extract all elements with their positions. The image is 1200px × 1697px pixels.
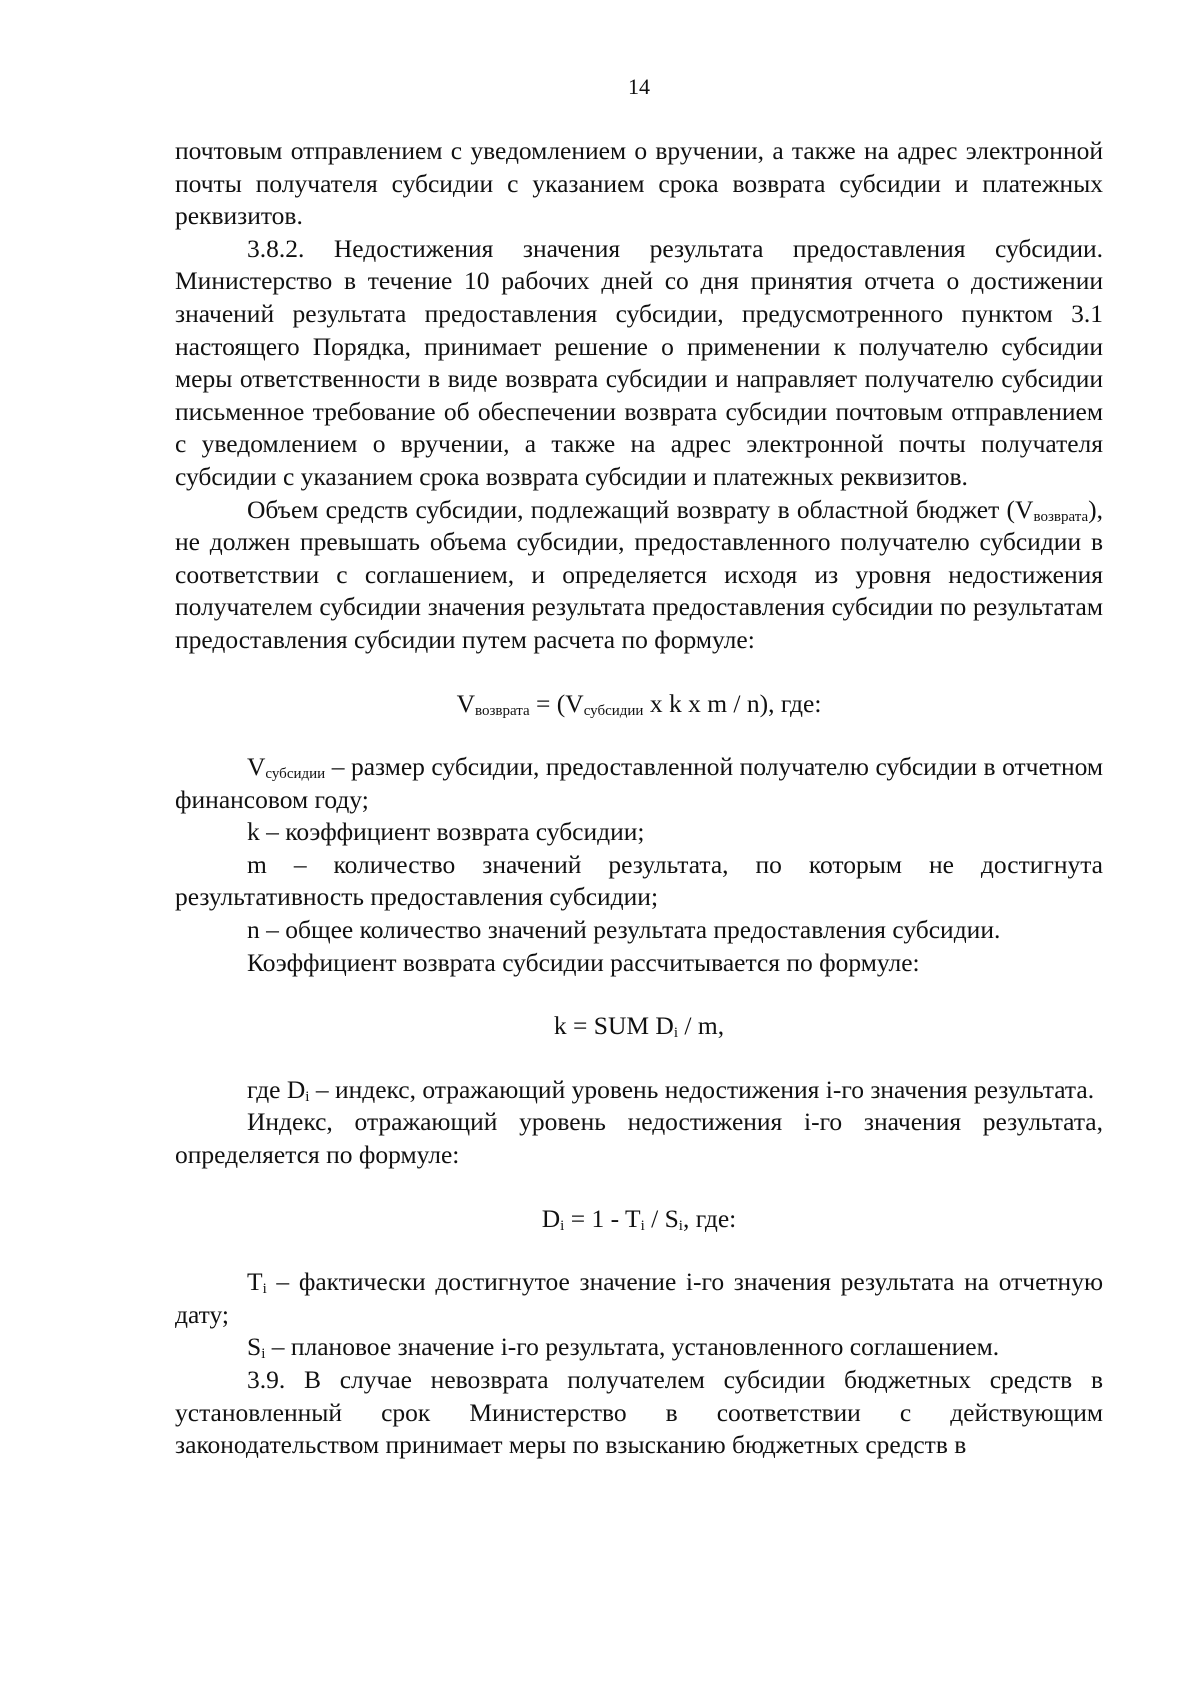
text-fragment: – фактически достигнутое значение i-го значения результата на отчетную дату;: [175, 1267, 1103, 1329]
formula-part: / m,: [678, 1011, 725, 1041]
subscript: i: [673, 1025, 679, 1042]
paragraph-v-subsidy: [175, 751, 1103, 816]
formula-part: V: [456, 688, 475, 718]
formula-part: , где:: [682, 1203, 737, 1233]
text-fragment: Объем средств субсидии, подлежащий возврату в областной бюджет (V: [247, 494, 1034, 524]
formula-k: [175, 1010, 1103, 1043]
subscript: i: [560, 1217, 565, 1234]
paragraph-n: n – общее количество значений результата предоставления субсидии.: [247, 915, 1001, 945]
subscript: i: [640, 1217, 645, 1234]
text-fragment: V: [247, 752, 266, 782]
page-number: 14: [628, 74, 650, 99]
paragraph-3-8-2: 3.8.2. Недостижения значения результата предоставления субсидии. Министерство в течение 10 рабочих дней со дня принятия отчета о достижении значений результата предоставления субсидии, предусмотренного пунктом 3.1 настоящего Порядка, принимает решение о применении к получателю субсидии меры ответственности в виде возврата субсидии и направляет получателю субсидии письменное требование об обеспечении возврата субсидии почтовым отправлением с уведомлением о вручении, а также на адрес электронной почты получателя субсидии с указанием срока возврата субсидии и платежных реквизитов.: [175, 233, 1103, 491]
text-fragment: где D: [247, 1074, 306, 1104]
subscript: субсидии: [583, 702, 644, 719]
subscript: i: [261, 1346, 266, 1363]
formula-refund: [175, 688, 1103, 721]
text-fragment: – индекс, отражающий уровень недостижения i-го значения результата.: [309, 1074, 1095, 1104]
subscript: субсидии: [265, 766, 326, 783]
text-fragment: S: [247, 1332, 262, 1362]
subscript: i: [262, 1281, 267, 1298]
paragraph-ti: [175, 1266, 1103, 1331]
formula-part: / S: [644, 1203, 679, 1233]
formula-part: k = SUM D: [553, 1011, 674, 1041]
subscript: i: [678, 1217, 683, 1234]
paragraph-1: почтовым отправлением с уведомлением о вручении, а также на адрес электронной почты получателя субсидии с указанием срока возврата субсидии и платежных реквизитов.: [175, 136, 1103, 231]
formula-part: D: [541, 1203, 561, 1233]
formula-part: x k x m / n), где:: [643, 688, 822, 718]
paragraph-refund-volume: [175, 494, 1103, 657]
paragraph-di: [175, 1074, 1103, 1107]
formula-part: = 1 - T: [564, 1203, 641, 1233]
paragraph-index: Индекс, отражающий уровень недостижения i-го значения результата, определяется по формуле:: [175, 1107, 1103, 1170]
text-fragment: ), не должен превышать объема субсидии, предоставленного получателю субсидии в соответствии с соглашением, и определяется исходя из уровня недостижения получателем субсидии значения результата предоставления субсидии по результатам предоставления субсидии путем расчета по формуле:: [175, 494, 1103, 654]
paragraph-si: [175, 1331, 1103, 1364]
formula-di: [175, 1203, 1103, 1236]
formula-part: = (V: [529, 688, 584, 718]
paragraph-coefficient: Коэффициент возврата субсидии рассчитывается по формуле:: [247, 947, 920, 977]
subscript: возврата: [474, 702, 530, 719]
text-fragment: T: [247, 1267, 263, 1297]
text-fragment: – размер субсидии, предоставленной получателю субсидии в отчетном финансовом году;: [175, 752, 1103, 814]
paragraph-3-9: 3.9. В случае невозврата получателем субсидии бюджетных средств в установленный срок Министерство в соответствии с действующим законодательством принимает меры по взысканию бюджетных средств в: [175, 1365, 1103, 1460]
paragraph-k: k – коэффициент возврата субсидии;: [247, 817, 645, 847]
text-fragment: – плановое значение i-го результата, установленного соглашением.: [265, 1332, 1000, 1362]
paragraph-m: m – количество значений результата, по которым не достигнута результативность предоставления субсидии;: [175, 849, 1103, 912]
subscript: возврата: [1033, 508, 1089, 525]
subscript: i: [305, 1088, 310, 1105]
